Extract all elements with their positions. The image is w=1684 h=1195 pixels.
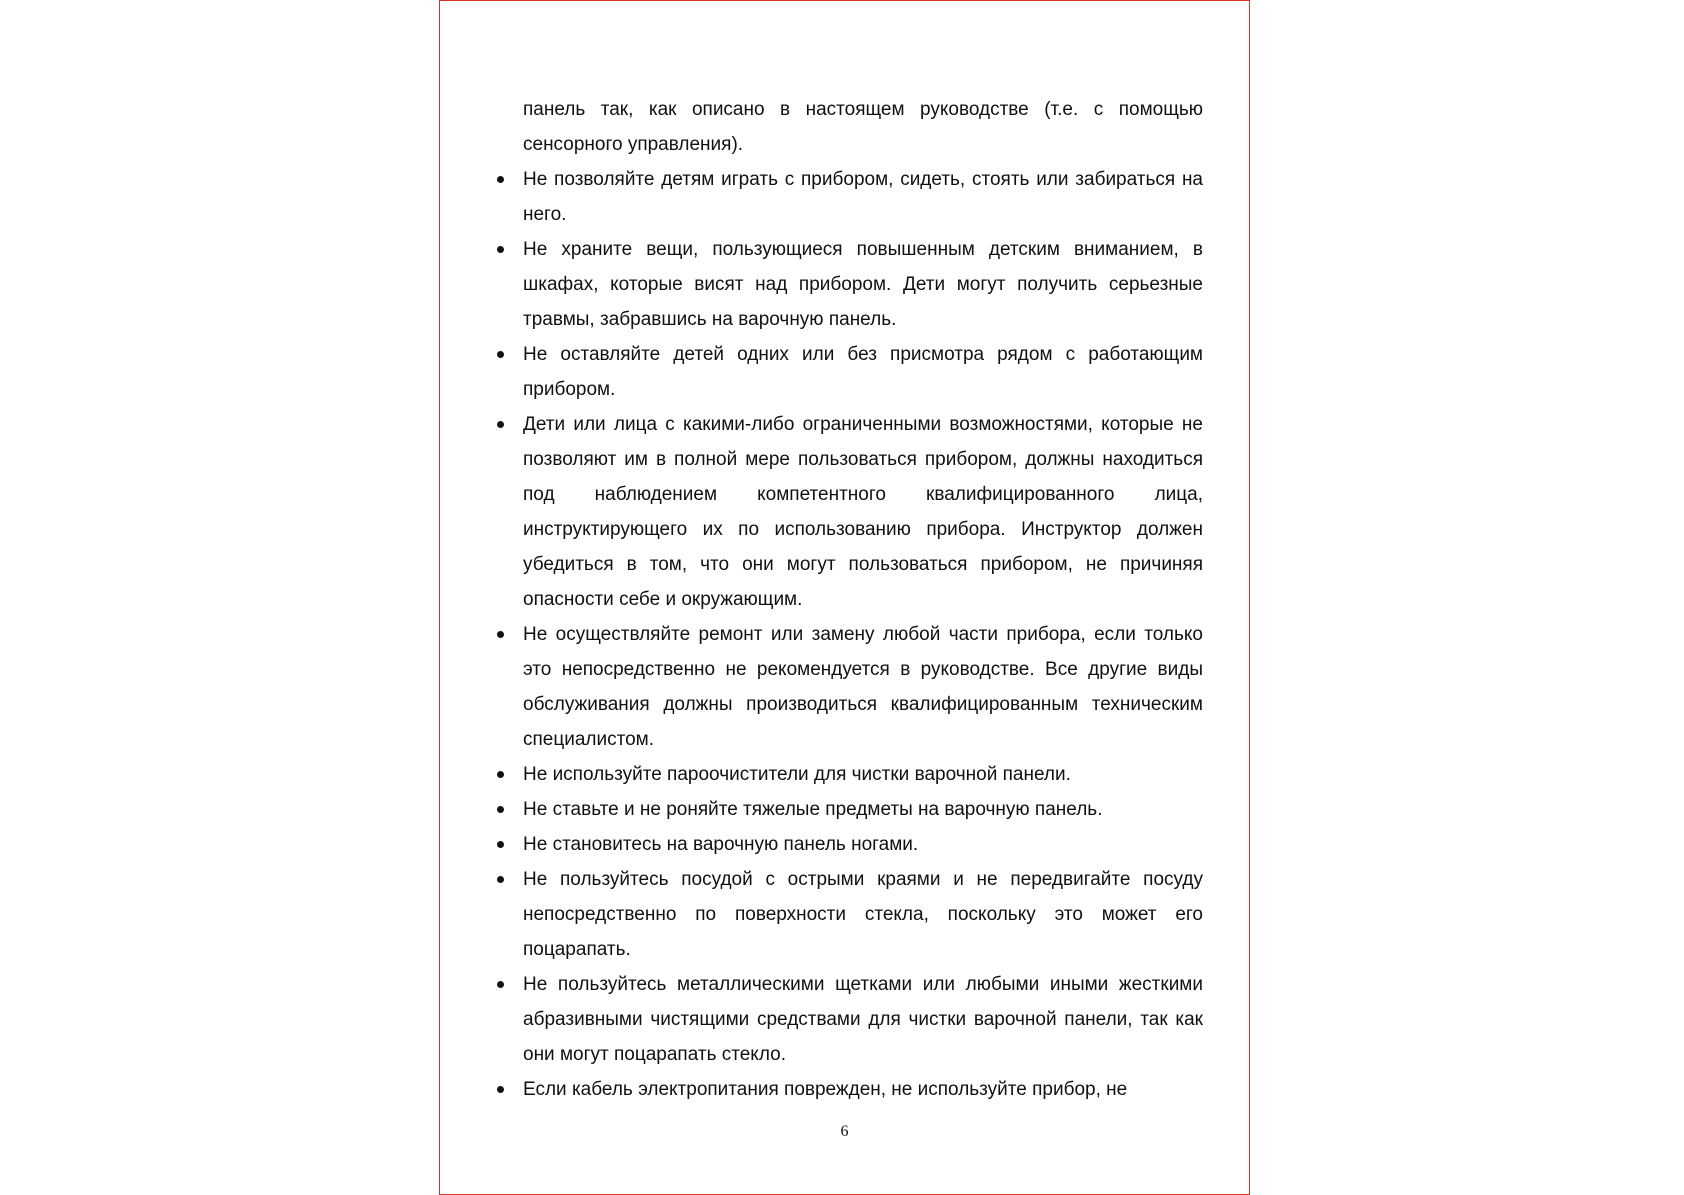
list-item-text: Не позволяйте детям играть с прибором, сидеть, стоять или забираться на него. (523, 169, 1203, 225)
bullet-icon (496, 232, 504, 267)
list-item (523, 757, 1203, 792)
list-item-text: Не оставляйте детей одних или без присмотра рядом с работающим прибором. (523, 344, 1203, 400)
list-item (523, 862, 1203, 967)
list-item-text: Не осуществляйте ремонт или замену любой части прибора, если только это непосредственно не рекомендуется в руководстве. Все другие виды обслуживания должны производиться квалифицированным техническим специалистом. (523, 624, 1203, 750)
list-item-text: Дети или лица с какими-либо ограниченными возможностями, которые не позволяют им в полной мере пользоваться прибором, должны находиться под наблюдением компетентного квалифицированного лица, инструктирующего их по использованию прибора. Инструктор должен убедиться в том, что они могут пользоваться прибором, не причиняя опасности себе и окружающим. (523, 414, 1203, 610)
bullet-icon (496, 1072, 504, 1107)
list-item (523, 827, 1203, 862)
list-item (523, 1072, 1203, 1107)
list-item-text: Не ставьте и не роняйте тяжелые предметы на варочную панель. (523, 799, 1103, 820)
list-item (523, 232, 1203, 337)
list-item (523, 617, 1203, 757)
bullet-icon (496, 162, 504, 197)
list-item-text: Не пользуйтесь посудой с острыми краями и не передвигайте посуду непосредственно по поверхности стекла, поскольку это может его поцарапать. (523, 869, 1203, 960)
bullet-icon (496, 407, 504, 442)
bullet-icon (496, 792, 504, 827)
list-item-text: Если кабель электропитания поврежден, не используйте прибор, не (523, 1079, 1128, 1100)
list-item-text: Не храните вещи, пользующиеся повышенным детским вниманием, в шкафах, которые висят над прибором. Дети могут получить серьезные травмы, забравшись на варочную панель. (523, 239, 1203, 330)
bullet-list (523, 162, 1203, 1107)
document-page (439, 0, 1250, 1195)
list-item (523, 967, 1203, 1072)
page-content (523, 92, 1203, 1107)
page-number: 6 (840, 1123, 849, 1140)
list-item-text: Не используйте пароочистители для чистки варочной панели. (523, 764, 1071, 785)
bullet-icon (496, 827, 504, 862)
continuation-paragraph: панель так, как описано в настоящем руководстве (т.е. с помощью сенсорного управления). (523, 99, 1203, 155)
bullet-icon (496, 757, 504, 792)
list-item (523, 792, 1203, 827)
bullet-icon (496, 337, 504, 372)
list-item (523, 407, 1203, 617)
bullet-icon (496, 617, 504, 652)
list-item (523, 337, 1203, 407)
list-item (523, 162, 1203, 232)
bullet-icon (496, 862, 504, 897)
list-item-text: Не пользуйтесь металлическими щетками или любыми иными жесткими абразивными чистящими средствами для чистки варочной панели, так как они могут поцарапать стекло. (523, 974, 1203, 1065)
bullet-icon (496, 967, 504, 1002)
list-item-text: Не становитесь на варочную панель ногами. (523, 834, 919, 855)
